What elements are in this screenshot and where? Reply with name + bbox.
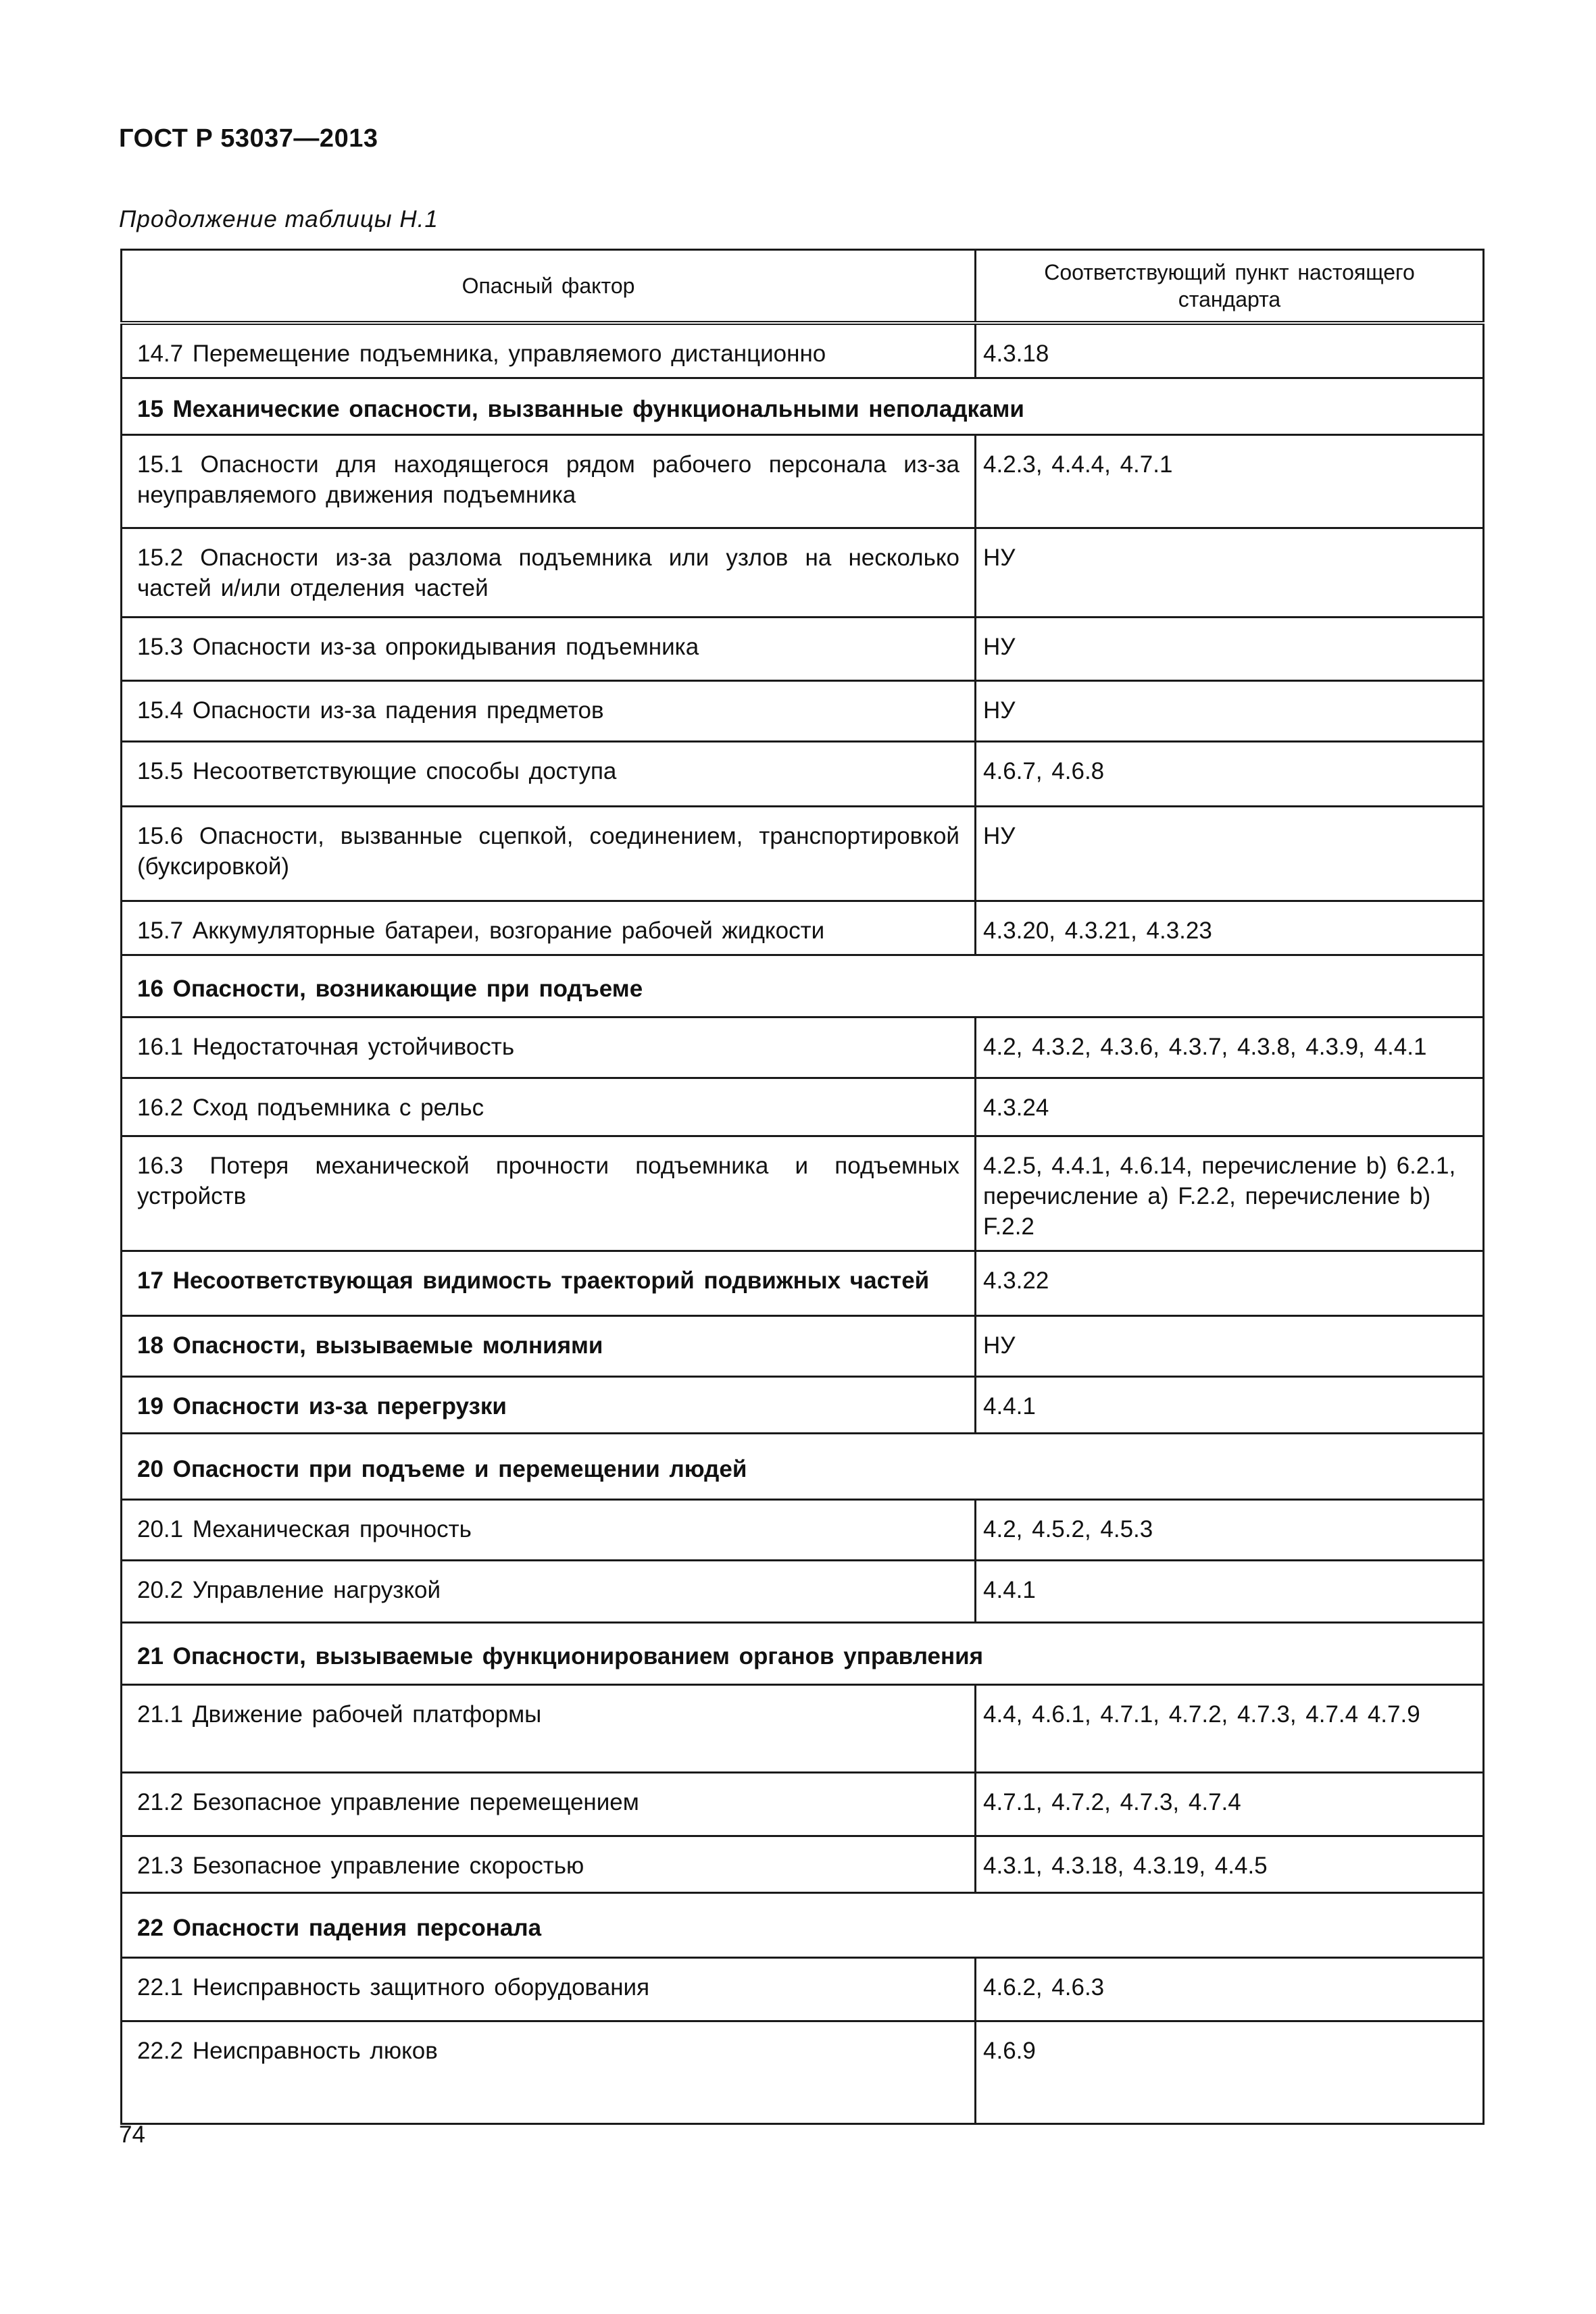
- table-row: [122, 807, 1484, 901]
- reference-cell: НУ: [976, 1316, 1484, 1377]
- reference-cell: 4.7.1, 4.7.2, 4.7.3, 4.7.4: [976, 1773, 1484, 1836]
- section-row: [122, 1623, 1484, 1685]
- hazard-cell: 21.2 Безопасное управление перемещением: [122, 1773, 976, 1836]
- reference-cell: 4.6.9: [976, 2021, 1484, 2124]
- hazard-cell: 15.1 Опасности для находящегося рядом рабочего персонала из-за неуправляемого движения подъемника: [122, 435, 976, 528]
- page-number: 74: [119, 2121, 145, 2148]
- hazard-cell: 20.1 Механическая прочность: [122, 1500, 976, 1561]
- table-row: [122, 681, 1484, 742]
- hazard-cell: 21.1 Движение рабочей платформы: [122, 1685, 976, 1773]
- table-row: [122, 901, 1484, 955]
- reference-cell: 4.2, 4.3.2, 4.3.6, 4.3.7, 4.3.8, 4.3.9, 4.4.1: [976, 1017, 1484, 1078]
- hazard-cell: 15.6 Опасности, вызванные сцепкой, соединением, транспортировкой (буксировкой): [122, 807, 976, 901]
- table-row: [122, 618, 1484, 681]
- table-row: [122, 1078, 1484, 1136]
- document-header: ГОСТ Р 53037—2013: [119, 124, 378, 153]
- reference-cell: 4.4.1: [976, 1561, 1484, 1623]
- hazard-cell: 16.1 Недостаточная устойчивость: [122, 1017, 976, 1078]
- hazard-cell: 16.2 Сход подъемника с рельс: [122, 1078, 976, 1136]
- reference-cell: НУ: [976, 618, 1484, 681]
- column-header-reference: Соответствующий пункт настоящего стандарта: [976, 250, 1484, 324]
- reference-cell: 4.3.24: [976, 1078, 1484, 1136]
- section-title: 21 Опасности, вызываемые функционированием органов управления: [122, 1623, 1484, 1685]
- hazard-cell: 15.5 Несоответствующие способы доступа: [122, 742, 976, 807]
- hazard-cell: 21.3 Безопасное управление скоростью: [122, 1836, 976, 1893]
- reference-cell: 4.6.7, 4.6.8: [976, 742, 1484, 807]
- table-row: [122, 742, 1484, 807]
- hazard-cell: 15.2 Опасности из-за разлома подъемника или узлов на несколько частей и/или отделения частей: [122, 528, 976, 618]
- reference-cell: 4.3.1, 4.3.18, 4.3.19, 4.4.5: [976, 1836, 1484, 1893]
- reference-cell: НУ: [976, 681, 1484, 742]
- table-row: [122, 1251, 1484, 1316]
- table-row: [122, 1316, 1484, 1377]
- hazard-cell: 14.7 Перемещение подъемника, управляемого дистанционно: [122, 323, 976, 378]
- reference-cell: 4.4.1: [976, 1377, 1484, 1434]
- reference-cell: 4.2.3, 4.4.4, 4.7.1: [976, 435, 1484, 528]
- section-title: 15 Механические опасности, вызванные функциональными неполадками: [122, 378, 1484, 435]
- hazard-cell: 16.3 Потеря механической прочности подъемника и подъемных устройств: [122, 1136, 976, 1251]
- reference-cell: 4.3.22: [976, 1251, 1484, 1316]
- section-title: 20 Опасности при подъеме и перемещении людей: [122, 1434, 1484, 1500]
- hazard-cell: 18 Опасности, вызываемые молниями: [122, 1316, 976, 1377]
- reference-cell: 4.6.2, 4.6.3: [976, 1958, 1484, 2021]
- table-row: [122, 528, 1484, 618]
- column-header-hazard: Опасный фактор: [122, 250, 976, 324]
- table-row: [122, 1958, 1484, 2021]
- hazard-table: [120, 249, 1485, 2125]
- section-row: [122, 378, 1484, 435]
- reference-cell: 4.4, 4.6.1, 4.7.1, 4.7.2, 4.7.3, 4.7.4 4.7.9: [976, 1685, 1484, 1773]
- hazard-cell: 15.4 Опасности из-за падения предметов: [122, 681, 976, 742]
- section-row: [122, 1893, 1484, 1958]
- hazard-cell: 15.7 Аккумуляторные батареи, возгорание рабочей жидкости: [122, 901, 976, 955]
- table-caption: Продолжение таблицы Н.1: [119, 206, 439, 232]
- reference-cell: НУ: [976, 528, 1484, 618]
- hazard-cell: 19 Опасности из-за перегрузки: [122, 1377, 976, 1434]
- hazard-cell: 17 Несоответствующая видимость траекторий подвижных частей: [122, 1251, 976, 1316]
- table-row: [122, 1561, 1484, 1623]
- table-row: [122, 435, 1484, 528]
- table-row: [122, 1377, 1484, 1434]
- table-row: [122, 2021, 1484, 2124]
- table-row: [122, 1685, 1484, 1773]
- table-row: [122, 1773, 1484, 1836]
- reference-cell: 4.2, 4.5.2, 4.5.3: [976, 1500, 1484, 1561]
- hazard-cell: 22.1 Неисправность защитного оборудования: [122, 1958, 976, 2021]
- table-row: [122, 1017, 1484, 1078]
- table-header-row: [122, 250, 1484, 324]
- table-row: [122, 1500, 1484, 1561]
- table-row: [122, 1136, 1484, 1251]
- hazard-cell: 20.2 Управление нагрузкой: [122, 1561, 976, 1623]
- hazard-cell: 22.2 Неисправность люков: [122, 2021, 976, 2124]
- section-title: 22 Опасности падения персонала: [122, 1893, 1484, 1958]
- section-row: [122, 1434, 1484, 1500]
- reference-cell: 4.3.20, 4.3.21, 4.3.23: [976, 901, 1484, 955]
- hazard-cell: 15.3 Опасности из-за опрокидывания подъемника: [122, 618, 976, 681]
- reference-cell: 4.2.5, 4.4.1, 4.6.14, перечисление b) 6.2.1, перечисление а) F.2.2, перечисление b) F.2.2: [976, 1136, 1484, 1251]
- table-row: [122, 1836, 1484, 1893]
- table-row: [122, 323, 1484, 378]
- reference-cell: НУ: [976, 807, 1484, 901]
- section-title: 16 Опасности, возникающие при подъеме: [122, 955, 1484, 1017]
- section-row: [122, 955, 1484, 1017]
- reference-cell: 4.3.18: [976, 323, 1484, 378]
